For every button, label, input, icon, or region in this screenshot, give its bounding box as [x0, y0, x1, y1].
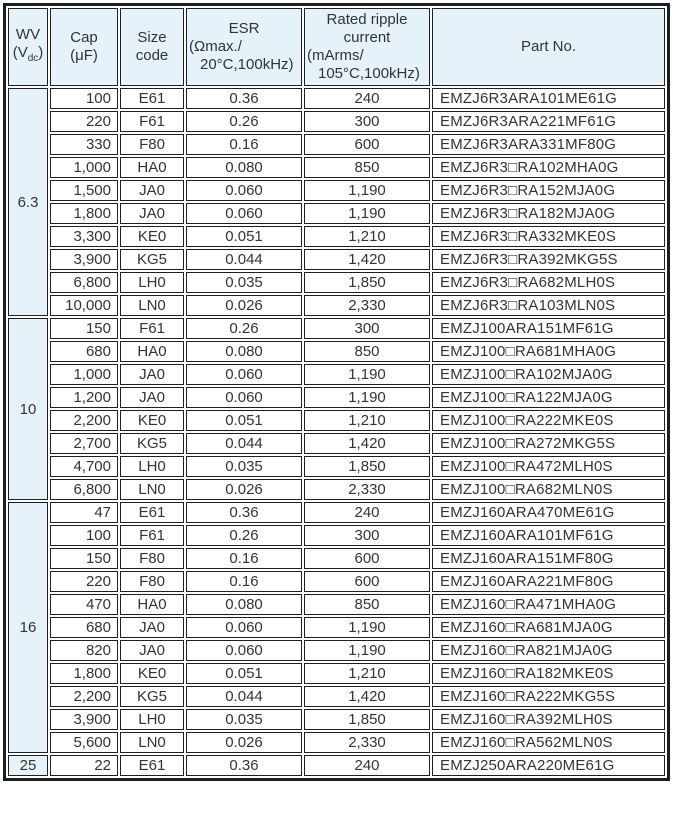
ripple-current-cell: 1,190	[304, 203, 430, 224]
table-row	[8, 157, 665, 178]
cap-cell: 220	[50, 571, 118, 592]
header-size-code: Size code	[120, 8, 184, 86]
ripple-current-cell: 1,420	[304, 249, 430, 270]
ripple-current-cell: 1,190	[304, 364, 430, 385]
table-row	[8, 364, 665, 385]
esr-title: ESR	[228, 20, 260, 37]
esr-cell: 0.080	[186, 341, 302, 362]
part-no-cell: EMZJ6R3□RA182MJA0G	[432, 203, 665, 224]
esr-cell: 0.26	[186, 525, 302, 546]
part-no-cell: EMZJ100ARA151MF61G	[432, 318, 665, 339]
ripple-current-cell: 1,190	[304, 387, 430, 408]
part-no-cell: EMZJ160ARA221MF80G	[432, 571, 665, 592]
ripple-condition-2: 105°C,100kHz)	[318, 65, 420, 82]
cap-cell: 220	[50, 111, 118, 132]
table-row	[8, 272, 665, 293]
table-row	[8, 479, 665, 500]
wv-group-cell: 25	[8, 755, 48, 776]
esr-cell: 0.36	[186, 88, 302, 109]
size-code-cell: LH0	[120, 456, 184, 477]
header-esr	[186, 8, 302, 86]
ripple-title-2: current	[343, 29, 391, 46]
part-no-cell: EMZJ160□RA392MLH0S	[432, 709, 665, 730]
part-no-cell: EMZJ250ARA220ME61G	[432, 755, 665, 776]
part-no-cell: EMZJ160ARA470ME61G	[432, 502, 665, 523]
cap-cell: 2,200	[50, 410, 118, 431]
size-code-cell: E61	[120, 88, 184, 109]
part-no-cell: EMZJ6R3□RA332MKE0S	[432, 226, 665, 247]
part-no-cell: EMZJ100□RA681MHA0G	[432, 341, 665, 362]
size-code-cell: JA0	[120, 203, 184, 224]
ripple-title-1: Rated ripple	[326, 11, 408, 28]
header-wv	[8, 8, 48, 86]
header-ripple-current	[304, 8, 430, 86]
size-code-cell: LN0	[120, 732, 184, 753]
esr-cell: 0.060	[186, 180, 302, 201]
ripple-current-cell: 2,330	[304, 479, 430, 500]
size-code-cell: KG5	[120, 249, 184, 270]
esr-cell: 0.060	[186, 640, 302, 661]
size-code-cell: E61	[120, 755, 184, 776]
table-row	[8, 433, 665, 454]
part-no-cell: EMZJ6R3□RA152MJA0G	[432, 180, 665, 201]
header-part-no: Part No.	[432, 8, 665, 86]
cap-cell: 100	[50, 525, 118, 546]
esr-cell: 0.16	[186, 134, 302, 155]
esr-cell: 0.044	[186, 686, 302, 707]
table-row	[8, 755, 665, 776]
part-no-cell: EMZJ160□RA222MKG5S	[432, 686, 665, 707]
cap-cell: 3,900	[50, 249, 118, 270]
size-code-cell: F80	[120, 571, 184, 592]
size-code-cell: LN0	[120, 295, 184, 316]
esr-cell: 0.36	[186, 502, 302, 523]
ripple-current-cell: 1,850	[304, 709, 430, 730]
part-no-cell: EMZJ100□RA222MKE0S	[432, 410, 665, 431]
ripple-condition-1: (mArms/	[307, 47, 364, 64]
part-no-cell: EMZJ6R3ARA221MF61G	[432, 111, 665, 132]
size-code-cell: E61	[120, 502, 184, 523]
header-cap	[50, 8, 118, 86]
ripple-current-cell: 300	[304, 111, 430, 132]
table-row	[8, 341, 665, 362]
ripple-current-cell: 240	[304, 502, 430, 523]
size-code-cell: JA0	[120, 387, 184, 408]
esr-cell: 0.035	[186, 456, 302, 477]
wv-group-cell: 6.3	[8, 88, 48, 316]
esr-cell: 0.16	[186, 571, 302, 592]
ripple-current-cell: 1,210	[304, 410, 430, 431]
wv-group-cell: 16	[8, 502, 48, 753]
cap-cell: 22	[50, 755, 118, 776]
wv-unit-subscript: dc	[27, 53, 39, 64]
size-code-cell: F80	[120, 134, 184, 155]
esr-cell: 0.26	[186, 318, 302, 339]
table-row	[8, 456, 665, 477]
ripple-current-cell: 300	[304, 318, 430, 339]
ripple-current-cell: 600	[304, 548, 430, 569]
part-no-cell: EMZJ160ARA151MF80G	[432, 548, 665, 569]
size-code-cell: JA0	[120, 180, 184, 201]
wv-unit: $(V_{dc})$	[12, 44, 44, 64]
ripple-current-cell: 1,190	[304, 180, 430, 201]
cap-cell: 820	[50, 640, 118, 661]
size-code-cell: F61	[120, 525, 184, 546]
size-code-cell: HA0	[120, 341, 184, 362]
table-row	[8, 410, 665, 431]
esr-cell: 0.051	[186, 663, 302, 684]
part-no-cell: EMZJ160□RA182MKE0S	[432, 663, 665, 684]
table-row	[8, 594, 665, 615]
esr-condition-2: 20°C,100kHz)	[200, 56, 294, 73]
part-no-cell: EMZJ6R3□RA103MLN0S	[432, 295, 665, 316]
table-row	[8, 617, 665, 638]
size-code-cell: KG5	[120, 433, 184, 454]
cap-cell: 470	[50, 594, 118, 615]
size-code-cell: HA0	[120, 594, 184, 615]
esr-cell: 0.026	[186, 479, 302, 500]
cap-cell: 6,800	[50, 272, 118, 293]
esr-condition-1: (Ωmax./	[189, 38, 242, 55]
cap-cell: 100	[50, 88, 118, 109]
esr-cell: 0.026	[186, 732, 302, 753]
table-row	[8, 686, 665, 707]
esr-cell: 0.060	[186, 203, 302, 224]
esr-cell: 0.080	[186, 594, 302, 615]
cap-cell: 1,500	[50, 180, 118, 201]
table-row	[8, 134, 665, 155]
part-no-cell: EMZJ160□RA821MJA0G	[432, 640, 665, 661]
table-row	[8, 571, 665, 592]
esr-cell: 0.026	[186, 295, 302, 316]
cap-cell: 3,300	[50, 226, 118, 247]
table-row	[8, 203, 665, 224]
cap-cell: 680	[50, 617, 118, 638]
esr-cell: 0.060	[186, 387, 302, 408]
ripple-current-cell: 850	[304, 341, 430, 362]
part-no-cell: EMZJ100□RA472MLH0S	[432, 456, 665, 477]
esr-cell: 0.060	[186, 364, 302, 385]
esr-cell: 0.051	[186, 410, 302, 431]
part-no-cell: EMZJ6R3ARA331MF80G	[432, 134, 665, 155]
esr-cell: 0.035	[186, 272, 302, 293]
size-code-cell: HA0	[120, 157, 184, 178]
table-row	[8, 249, 665, 270]
ripple-current-cell: 600	[304, 571, 430, 592]
part-no-cell: EMZJ6R3□RA102MHA0G	[432, 157, 665, 178]
table-row	[8, 387, 665, 408]
esr-cell: 0.044	[186, 249, 302, 270]
part-no-cell: EMZJ100□RA122MJA0G	[432, 387, 665, 408]
esr-cell: 0.051	[186, 226, 302, 247]
cap-title: Cap	[70, 29, 98, 46]
esr-cell: 0.060	[186, 617, 302, 638]
cap-cell: 1,000	[50, 364, 118, 385]
ripple-current-cell: 2,330	[304, 295, 430, 316]
ripple-current-cell: 1,190	[304, 640, 430, 661]
header-row	[8, 8, 665, 86]
size-code-cell: KE0	[120, 663, 184, 684]
ripple-current-cell: 1,420	[304, 686, 430, 707]
size-code-cell: KE0	[120, 410, 184, 431]
table-body	[8, 88, 665, 776]
table-row	[8, 318, 665, 339]
cap-cell: 3,900	[50, 709, 118, 730]
table-row	[8, 640, 665, 661]
cap-cell: 2,200	[50, 686, 118, 707]
ripple-current-cell: 600	[304, 134, 430, 155]
ripple-current-cell: 850	[304, 157, 430, 178]
table-row	[8, 88, 665, 109]
size-code-cell: KE0	[120, 226, 184, 247]
cap-cell: 1,800	[50, 663, 118, 684]
esr-cell: 0.080	[186, 157, 302, 178]
table-row	[8, 111, 665, 132]
size-code-cell: LH0	[120, 272, 184, 293]
esr-cell: 0.36	[186, 755, 302, 776]
table-row	[8, 295, 665, 316]
cap-cell: 150	[50, 318, 118, 339]
cap-cell: 1,000	[50, 157, 118, 178]
table-header	[8, 8, 665, 86]
cap-cell: 1,800	[50, 203, 118, 224]
ripple-current-cell: 1,210	[304, 663, 430, 684]
ripple-current-cell: 240	[304, 88, 430, 109]
part-no-cell: EMZJ6R3□RA392MKG5S	[432, 249, 665, 270]
cap-cell: 150	[50, 548, 118, 569]
table-row	[8, 525, 665, 546]
cap-cell: 330	[50, 134, 118, 155]
size-code-cell: KG5	[120, 686, 184, 707]
cap-cell: 1,200	[50, 387, 118, 408]
ripple-current-cell: 1,190	[304, 617, 430, 638]
size-code-cell: F61	[120, 318, 184, 339]
part-no-cell: EMZJ100□RA102MJA0G	[432, 364, 665, 385]
table-row	[8, 226, 665, 247]
ripple-current-cell: 1,850	[304, 456, 430, 477]
size-code-cell: JA0	[120, 640, 184, 661]
table-row	[8, 502, 665, 523]
table-row	[8, 663, 665, 684]
cap-cell: 5,600	[50, 732, 118, 753]
wv-title: WV	[15, 26, 41, 43]
esr-cell: 0.16	[186, 548, 302, 569]
part-no-cell: EMZJ6R3□RA682MLH0S	[432, 272, 665, 293]
size-code-cell: F61	[120, 111, 184, 132]
table-row	[8, 732, 665, 753]
size-code-cell: F80	[120, 548, 184, 569]
ripple-current-cell: 240	[304, 755, 430, 776]
cap-cell: 6,800	[50, 479, 118, 500]
part-no-cell: EMZJ160ARA101MF61G	[432, 525, 665, 546]
ripple-current-cell: 2,330	[304, 732, 430, 753]
ripple-current-cell: 300	[304, 525, 430, 546]
ripple-current-cell: 1,850	[304, 272, 430, 293]
size-code-cell: LH0	[120, 709, 184, 730]
ripple-current-cell: 850	[304, 594, 430, 615]
part-no-cell: EMZJ160□RA681MJA0G	[432, 617, 665, 638]
size-code-cell: JA0	[120, 617, 184, 638]
part-no-cell: EMZJ100□RA682MLN0S	[432, 479, 665, 500]
size-code-cell: LN0	[120, 479, 184, 500]
table-row	[8, 709, 665, 730]
capacitor-spec-table	[3, 3, 670, 781]
esr-cell: 0.035	[186, 709, 302, 730]
cap-cell: 680	[50, 341, 118, 362]
cap-cell: 47	[50, 502, 118, 523]
cap-cell: 2,700	[50, 433, 118, 454]
part-no-cell: EMZJ100□RA272MKG5S	[432, 433, 665, 454]
part-no-cell: EMZJ160□RA562MLN0S	[432, 732, 665, 753]
table-row	[8, 180, 665, 201]
part-no-cell: EMZJ6R3ARA101ME61G	[432, 88, 665, 109]
table-row	[8, 548, 665, 569]
part-no-cell: EMZJ160□RA471MHA0G	[432, 594, 665, 615]
ripple-current-cell: 1,210	[304, 226, 430, 247]
cap-cell: 4,700	[50, 456, 118, 477]
esr-cell: 0.26	[186, 111, 302, 132]
cap-unit: (μF)	[70, 47, 98, 64]
ripple-current-cell: 1,420	[304, 433, 430, 454]
size-code-cell: JA0	[120, 364, 184, 385]
esr-cell: 0.044	[186, 433, 302, 454]
cap-cell: 10,000	[50, 295, 118, 316]
wv-group-cell: 10	[8, 318, 48, 500]
